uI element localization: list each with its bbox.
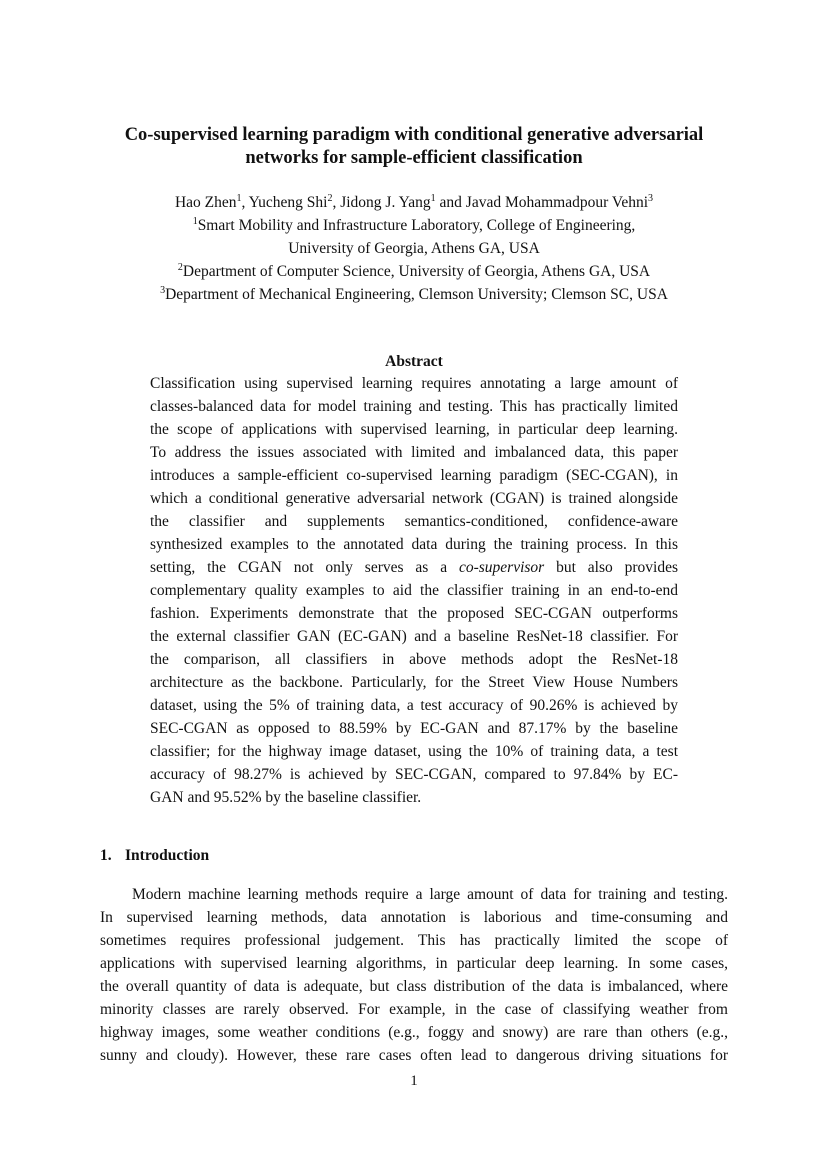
body-line: applications with supervised learning algorithms, in particular deep learning. In some cases,	[100, 955, 728, 972]
abstract-line: classes-balanced data for model training and testing. This has practically limited	[150, 398, 678, 415]
abstract-line: the scope of applications with supervised learning, in particular deep learning.	[150, 421, 678, 438]
body-line: sometimes requires professional judgement. This has practically limited the scope of	[100, 932, 728, 949]
title-line: Co-supervised learning paradigm with conditional generative adversarial	[124, 125, 704, 145]
affiliation-1	[60, 214, 768, 237]
section-heading-introduction	[100, 844, 209, 867]
affiliation-marker: 1	[430, 193, 436, 204]
abstract-text: setting, the CGAN not only serves as a	[150, 559, 459, 576]
paper-title	[60, 124, 768, 170]
affiliation-text: Smart Mobility and Infrastructure Laboratory, College of Engineering,	[197, 217, 636, 234]
affiliation-marker: 2	[177, 262, 183, 273]
affiliation-text: Department of Mechanical Engineering, Clemson University; Clemson SC, USA	[165, 286, 668, 303]
section-title: Introduction	[125, 847, 210, 864]
abstract-text: but also provides	[544, 559, 679, 576]
abstract-line: the comparison, all classifiers in above methods adopt the ResNet-18	[150, 651, 678, 668]
abstract-line: SEC-CGAN as opposed to 88.59% by EC-GAN and 87.17% by the baseline	[150, 720, 678, 737]
affiliation-marker: 2	[327, 193, 333, 204]
author-name: Hao Zhen	[174, 194, 237, 211]
abstract-line: the classifier and supplements semantics-conditioned, confidence-aware	[150, 513, 678, 530]
abstract-line: fashion. Experiments demonstrate that the proposed SEC-CGAN outperforms	[150, 605, 678, 622]
abstract-body	[150, 372, 678, 809]
body-line: minority classes are rarely observed. For example, in the case of classifying weather from	[100, 1001, 728, 1018]
affiliation-3	[60, 283, 768, 306]
author-block	[60, 191, 768, 306]
abstract-line: which a conditional generative adversarial network (CGAN) is trained alongside	[150, 490, 678, 507]
abstract-line: complementary quality examples to aid the classifier training in an end-to-end	[150, 582, 678, 599]
abstract-heading: Abstract	[385, 353, 443, 370]
body-line: sunny and cloudy). However, these rare cases often lead to dangerous driving situations for	[100, 1047, 728, 1064]
abstract-line: accuracy of 98.27% is achieved by SEC-CGAN, compared to 97.84% by EC-	[150, 766, 678, 783]
abstract-line: GAN and 95.52% by the baseline classifier.	[150, 789, 422, 806]
abstract-line	[150, 556, 678, 579]
body-line: the overall quantity of data is adequate, but class distribution of the data is imbalanced, where	[100, 978, 728, 995]
body-line: highway images, some weather conditions (e.g., foggy and snowy) are rare than others (e.g.,	[100, 1024, 728, 1041]
affiliation-marker: 1	[236, 193, 242, 204]
body-line: In supervised learning methods, data annotation is laborious and time-consuming and	[100, 909, 728, 926]
abstract-line: introduces a sample-efficient co-supervised learning paradigm (SEC-CGAN), in	[150, 467, 678, 484]
affiliation-marker: 3	[160, 285, 166, 296]
affiliation-marker: 1	[192, 216, 198, 227]
page-number: 1	[410, 1073, 418, 1089]
abstract-line: Classification using supervised learning requires annotating a large amount of	[150, 375, 678, 392]
abstract-line: synthesized examples to the annotated data during the training process. In this	[150, 536, 678, 553]
affiliation-text: Department of Computer Science, University of Georgia, Athens GA, USA	[182, 263, 651, 280]
author-name: , Yucheng Shi	[241, 194, 328, 211]
section-number: 1.	[100, 847, 112, 864]
abstract-line: To address the issues associated with limited and imbalanced data, this paper	[150, 444, 678, 461]
body-line: Modern machine learning methods require a large amount of data for training and testing.	[132, 886, 728, 903]
author-name: , Jidong J. Yang	[332, 194, 431, 211]
abstract-line: the external classifier GAN (EC-GAN) and a baseline ResNet-18 classifier. For	[150, 628, 678, 645]
abstract-line: architecture as the backbone. Particularly, for the Street View House Numbers	[150, 674, 678, 691]
title-line: networks for sample-efficient classification	[245, 148, 583, 168]
abstract-line: classifier; for the highway image dataset, using the 10% of training data, a test	[150, 743, 678, 760]
affiliation-1-continued: University of Georgia, Athens GA, USA	[288, 240, 540, 257]
author-name: and Javad Mohammadpour Vehni	[435, 194, 649, 211]
emphasis-co-supervisor: co-supervisor	[458, 559, 545, 576]
author-list	[60, 191, 768, 214]
affiliation-marker: 3	[648, 193, 654, 204]
affiliation-2	[60, 260, 768, 283]
introduction-body	[100, 883, 728, 1067]
abstract-line: dataset, using the 5% of training data, a test accuracy of 90.26% is achieved by	[150, 697, 678, 714]
